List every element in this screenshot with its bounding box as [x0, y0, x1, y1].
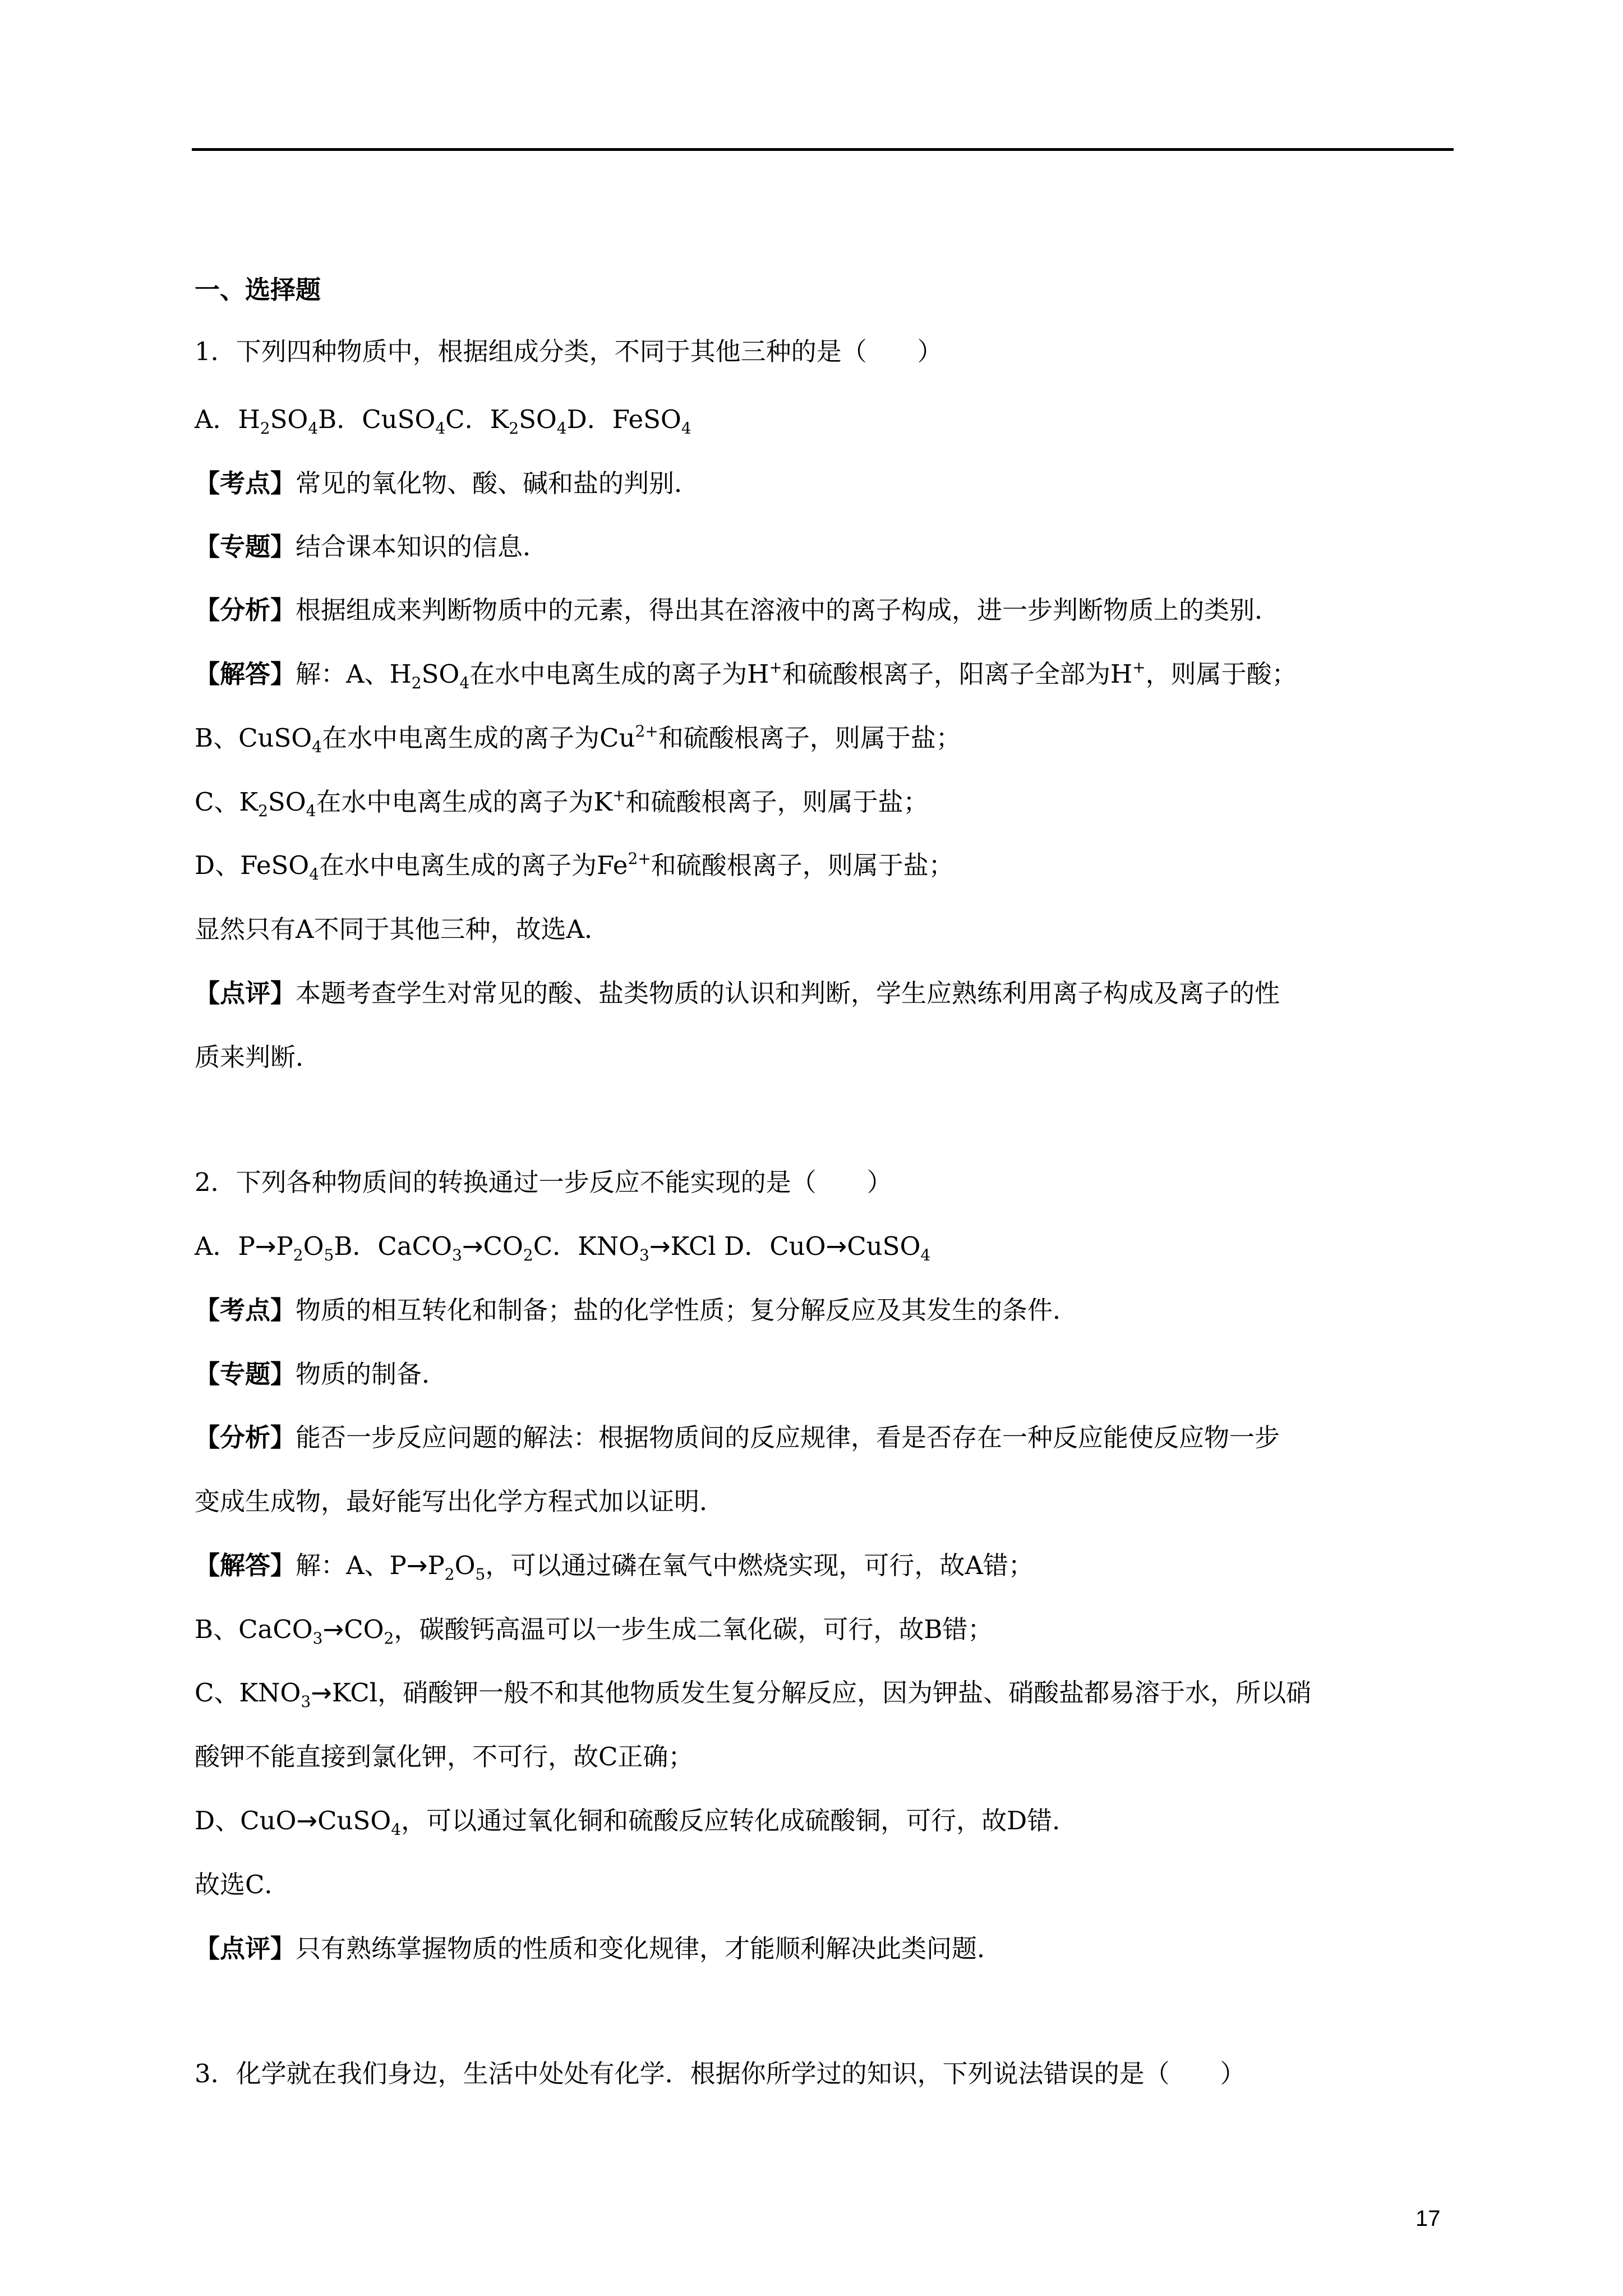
dianping-label: 【点评】	[195, 978, 296, 1008]
q1-dianping	[195, 977, 1280, 1010]
kaodian-label: 【考点】	[195, 468, 296, 498]
zhuanti-label: 【专题】	[195, 532, 296, 562]
q3-stem: 3．化学就在我们身边，生活中处处有化学．根据你所学过的知识，下列说法错误的是（ ）	[195, 2059, 1246, 2088]
q2-jieda-line-2: B、$CaCO_3\to CO_2$，碳酸钙高温可以一步生成二氧化碳，可行，故B错；	[195, 1614, 993, 1648]
fenxi-label: 【分析】	[195, 1423, 296, 1452]
q1-fenxi	[195, 593, 1280, 627]
fenxi-text-1: 能否一步反应问题的解法：根据物质间的反应规律，看是否存在一种反应能使反应物一步	[296, 1423, 1280, 1452]
fenxi-label: 【分析】	[195, 595, 296, 625]
q2-jieda-line-3: C、$KNO_3\to KCl$，硝酸钾一般不和其他物质发生复分解反应，因为钾盐、硝酸盐都易溶于水，所以硝	[195, 1678, 1312, 1711]
zhuanti-label: 【专题】	[195, 1359, 296, 1389]
q1-options: A．$H_2SO_4B$．CuSO$_4$C．$K_2SO_4D$．FeSO$_4$	[195, 404, 691, 438]
q1-dianping-cont: 质来判断．	[195, 1042, 321, 1072]
kaodian-text: 常见的氧化物、酸、碱和盐的判别．	[296, 468, 700, 498]
dianping-label: 【点评】	[195, 1934, 296, 1963]
q2-fenxi	[195, 1421, 1280, 1455]
q2-fenxi-cont: 变成生成物，最好能写出化学方程式加以证明．	[195, 1487, 725, 1516]
page-number: 17	[1415, 2206, 1441, 2231]
jieda-label: 【解答】	[195, 659, 296, 689]
q2-zhuanti	[195, 1358, 447, 1391]
q1-kaodian	[195, 467, 699, 500]
q1-jieda-line-4: D、FeSO$_4$在水中电离生成的离子为$Fe^{2+}$和硫酸根离子，则属于盐；	[195, 849, 954, 884]
q2-jieda-line-5: D、CuO→CuSO$_4$，可以通过氧化铜和硫酸反应转化成硫酸铜，可行，故D错．	[195, 1806, 1078, 1839]
kaodian-label: 【考点】	[195, 1295, 296, 1325]
q2-jieda-line-6: 故选C．	[195, 1870, 290, 1899]
q1-jieda-line-1: 【解答】解：A、$H_2SO_4$在水中电离生成的离子为H+和硫酸根离子，阳离子全部为H+，则属于酸；	[195, 658, 1297, 692]
q2-jieda-line-4: 酸钾不能直接到氯化钾，不可行，故C正确；	[195, 1742, 694, 1772]
q1-zhuanti	[195, 530, 548, 564]
section-title: 一、选择题	[195, 275, 321, 305]
q1-stem: 1．下列四种物质中，根据组成分类，不同于其他三种的是（ ）	[195, 337, 943, 366]
q2-stem: 2．下列各种物质间的转换通过一步反应不能实现的是（ ）	[195, 1167, 892, 1197]
q1-jieda-line-3: C、$K_2SO_4$在水中电离生成的离子为K+和硫酸根离子，则属于盐；	[195, 786, 929, 820]
q1-jieda-line-5: 显然只有A不同于其他三种，故选A．	[195, 914, 610, 944]
fenxi-text: 根据组成来判断物质中的元素，得出其在溶液中的离子构成，进一步判断物质上的类别．	[296, 595, 1280, 625]
dianping-text-1: 本题考查学生对常见的酸、盐类物质的认识和判断，学生应熟练利用离子构成及离子的性	[296, 978, 1280, 1008]
q1-jieda-line-2: B、CuSO$_4$在水中电离生成的离子为$Cu^{2+}$和硫酸根离子，则属于盐；	[195, 722, 961, 756]
jieda-label: 【解答】	[195, 1550, 296, 1580]
q2-dianping	[195, 1932, 1002, 1966]
q2-options: A．$P\to P_2O_5B$．$CaCO_3\to CO_2C$．$KNO_3\to KCl$ D．CuO→CuSO$_4$	[195, 1231, 931, 1264]
header-rule	[192, 148, 1454, 151]
zhuanti-text: 物质的制备．	[296, 1359, 448, 1389]
q2-jieda-line-1: 【解答】解：A、$P\to P_2O_5$，可以通过磷在氧气中燃烧实现，可行，故A错；	[195, 1550, 1034, 1584]
q2-kaodian	[195, 1294, 1078, 1327]
zhuanti-text: 结合课本知识的信息．	[296, 532, 548, 562]
kaodian-text: 物质的相互转化和制备；盐的化学性质；复分解反应及其发生的条件．	[296, 1295, 1078, 1325]
dianping-text: 只有熟练掌握物质的性质和变化规律，才能顺利解决此类问题．	[296, 1934, 1003, 1963]
